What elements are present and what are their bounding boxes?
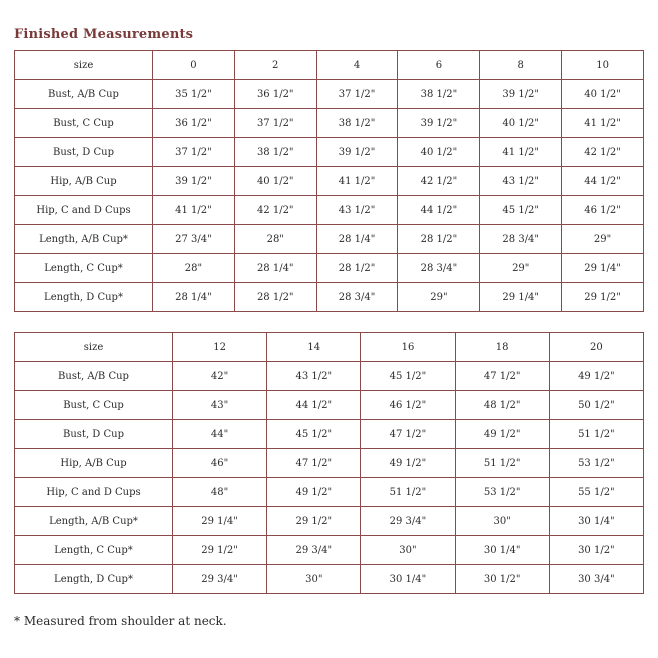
- measurement-value: 27 3/4": [153, 225, 235, 254]
- measurement-value: 44": [173, 420, 267, 449]
- size-header-cell: 18: [455, 333, 549, 362]
- measurement-value: 30": [455, 507, 549, 536]
- measurement-value: 49 1/2": [455, 420, 549, 449]
- table-row: [15, 362, 644, 391]
- measurement-value: 30 1/4": [361, 565, 455, 594]
- table-row: [15, 283, 644, 312]
- measurement-value: 29 1/4": [173, 507, 267, 536]
- measurement-value: 37 1/2": [316, 80, 398, 109]
- size-header-cell: 2: [234, 51, 316, 80]
- measurement-value: 47 1/2": [361, 420, 455, 449]
- measurement-value: 29": [562, 225, 644, 254]
- measurement-value: 28 3/4": [398, 254, 480, 283]
- measurement-value: 42 1/2": [234, 196, 316, 225]
- header-row: [15, 333, 644, 362]
- measurement-value: 47 1/2": [455, 362, 549, 391]
- measurement-value: 28 3/4": [480, 225, 562, 254]
- measurement-value: 40 1/2": [480, 109, 562, 138]
- measurement-label: Length, A/B Cup*: [15, 507, 173, 536]
- measurement-value: 51 1/2": [455, 449, 549, 478]
- measurement-label: Bust, C Cup: [15, 391, 173, 420]
- measurements-table-sizes-12-20: [14, 332, 644, 594]
- measurement-value: 28 1/4": [153, 283, 235, 312]
- measurement-value: 44 1/2": [398, 196, 480, 225]
- measurement-value: 28 1/2": [398, 225, 480, 254]
- measurement-value: 41 1/2": [562, 109, 644, 138]
- size-header-cell: 16: [361, 333, 455, 362]
- measurement-value: 37 1/2": [234, 109, 316, 138]
- measurement-value: 30 1/4": [455, 536, 549, 565]
- measurement-label: Bust, C Cup: [15, 109, 153, 138]
- measurement-label: Length, D Cup*: [15, 283, 153, 312]
- measurement-value: 29 1/2": [562, 283, 644, 312]
- measurement-value: 30": [361, 536, 455, 565]
- measurement-value: 46 1/2": [361, 391, 455, 420]
- measurement-value: 48 1/2": [455, 391, 549, 420]
- measurement-value: 38 1/2": [398, 80, 480, 109]
- measurement-value: 28 1/4": [316, 225, 398, 254]
- measurement-value: 43 1/2": [316, 196, 398, 225]
- measurement-value: 41 1/2": [480, 138, 562, 167]
- measurement-value: 48": [173, 478, 267, 507]
- measurement-value: 38 1/2": [234, 138, 316, 167]
- measurement-value: 28 1/2": [234, 283, 316, 312]
- measurement-value: 29 1/2": [173, 536, 267, 565]
- measurement-value: 30 1/4": [549, 507, 643, 536]
- measurement-value: 43 1/2": [267, 362, 361, 391]
- measurement-label: Length, A/B Cup*: [15, 225, 153, 254]
- measurement-value: 50 1/2": [549, 391, 643, 420]
- table-row: [15, 507, 644, 536]
- size-header-cell: 20: [549, 333, 643, 362]
- measurement-value: 29": [398, 283, 480, 312]
- measurement-value: 49 1/2": [267, 478, 361, 507]
- measurement-value: 53 1/2": [549, 449, 643, 478]
- table-row: [15, 391, 644, 420]
- measurement-value: 28 1/4": [234, 254, 316, 283]
- measurement-value: 40 1/2": [234, 167, 316, 196]
- table-row: [15, 420, 644, 449]
- measurement-value: 29 3/4": [267, 536, 361, 565]
- measurement-value: 55 1/2": [549, 478, 643, 507]
- measurement-value: 29 1/4": [562, 254, 644, 283]
- measurement-value: 39 1/2": [480, 80, 562, 109]
- measurement-value: 42 1/2": [562, 138, 644, 167]
- table-row: [15, 478, 644, 507]
- measurement-value: 28 1/2": [316, 254, 398, 283]
- measurement-label: Bust, D Cup: [15, 420, 173, 449]
- measurement-value: 29 3/4": [361, 507, 455, 536]
- size-header-label: size: [15, 333, 173, 362]
- measurement-value: 45 1/2": [361, 362, 455, 391]
- measurement-value: 44 1/2": [267, 391, 361, 420]
- measurement-value: 45 1/2": [267, 420, 361, 449]
- measurement-value: 49 1/2": [549, 362, 643, 391]
- measurements-table-sizes-0-10: [14, 50, 644, 312]
- measurement-value: 46 1/2": [562, 196, 644, 225]
- size-header-cell: 0: [153, 51, 235, 80]
- measurement-value: 37 1/2": [153, 138, 235, 167]
- measurement-label: Length, D Cup*: [15, 565, 173, 594]
- measurement-value: 30": [267, 565, 361, 594]
- table-row: [15, 254, 644, 283]
- table-row: [15, 80, 644, 109]
- footnote: * Measured from shoulder at neck.: [14, 614, 227, 628]
- measurement-label: Hip, C and D Cups: [15, 478, 173, 507]
- size-header-cell: 8: [480, 51, 562, 80]
- measurement-value: 46": [173, 449, 267, 478]
- table-row: [15, 196, 644, 225]
- table-row: [15, 167, 644, 196]
- measurement-label: Hip, A/B Cup: [15, 449, 173, 478]
- measurement-value: 29 3/4": [173, 565, 267, 594]
- measurement-value: 47 1/2": [267, 449, 361, 478]
- measurement-value: 28 3/4": [316, 283, 398, 312]
- measurement-label: Length, C Cup*: [15, 536, 173, 565]
- measurement-label: Hip, A/B Cup: [15, 167, 153, 196]
- measurement-value: 45 1/2": [480, 196, 562, 225]
- table-row: [15, 109, 644, 138]
- measurement-value: 30 1/2": [549, 536, 643, 565]
- measurement-label: Bust, D Cup: [15, 138, 153, 167]
- measurement-value: 39 1/2": [153, 167, 235, 196]
- table-row: [15, 138, 644, 167]
- measurement-label: Bust, A/B Cup: [15, 80, 153, 109]
- measurement-value: 51 1/2": [549, 420, 643, 449]
- measurement-value: 36 1/2": [234, 80, 316, 109]
- measurement-value: 35 1/2": [153, 80, 235, 109]
- measurement-value: 40 1/2": [562, 80, 644, 109]
- measurement-value: 42 1/2": [398, 167, 480, 196]
- measurement-value: 30 3/4": [549, 565, 643, 594]
- measurement-value: 39 1/2": [398, 109, 480, 138]
- measurement-value: 40 1/2": [398, 138, 480, 167]
- page-title: Finished Measurements: [14, 27, 194, 42]
- measurement-value: 36 1/2": [153, 109, 235, 138]
- size-header-label: size: [15, 51, 153, 80]
- table-row: [15, 449, 644, 478]
- size-header-cell: 12: [173, 333, 267, 362]
- measurement-label: Bust, A/B Cup: [15, 362, 173, 391]
- measurement-value: 38 1/2": [316, 109, 398, 138]
- measurement-value: 39 1/2": [316, 138, 398, 167]
- table-row: [15, 225, 644, 254]
- measurement-value: 42": [173, 362, 267, 391]
- size-header-cell: 4: [316, 51, 398, 80]
- measurement-value: 28": [234, 225, 316, 254]
- size-header-cell: 6: [398, 51, 480, 80]
- measurement-value: 43 1/2": [480, 167, 562, 196]
- measurement-value: 30 1/2": [455, 565, 549, 594]
- measurement-value: 28": [153, 254, 235, 283]
- header-row: [15, 51, 644, 80]
- measurement-label: Length, C Cup*: [15, 254, 153, 283]
- measurement-value: 53 1/2": [455, 478, 549, 507]
- measurement-value: 51 1/2": [361, 478, 455, 507]
- table-row: [15, 565, 644, 594]
- measurement-value: 29 1/2": [267, 507, 361, 536]
- measurement-value: 43": [173, 391, 267, 420]
- size-header-cell: 10: [562, 51, 644, 80]
- measurement-value: 41 1/2": [316, 167, 398, 196]
- measurement-value: 44 1/2": [562, 167, 644, 196]
- measurement-value: 41 1/2": [153, 196, 235, 225]
- measurement-value: 29 1/4": [480, 283, 562, 312]
- measurement-value: 29": [480, 254, 562, 283]
- measurement-label: Hip, C and D Cups: [15, 196, 153, 225]
- measurement-value: 49 1/2": [361, 449, 455, 478]
- table-row: [15, 536, 644, 565]
- size-header-cell: 14: [267, 333, 361, 362]
